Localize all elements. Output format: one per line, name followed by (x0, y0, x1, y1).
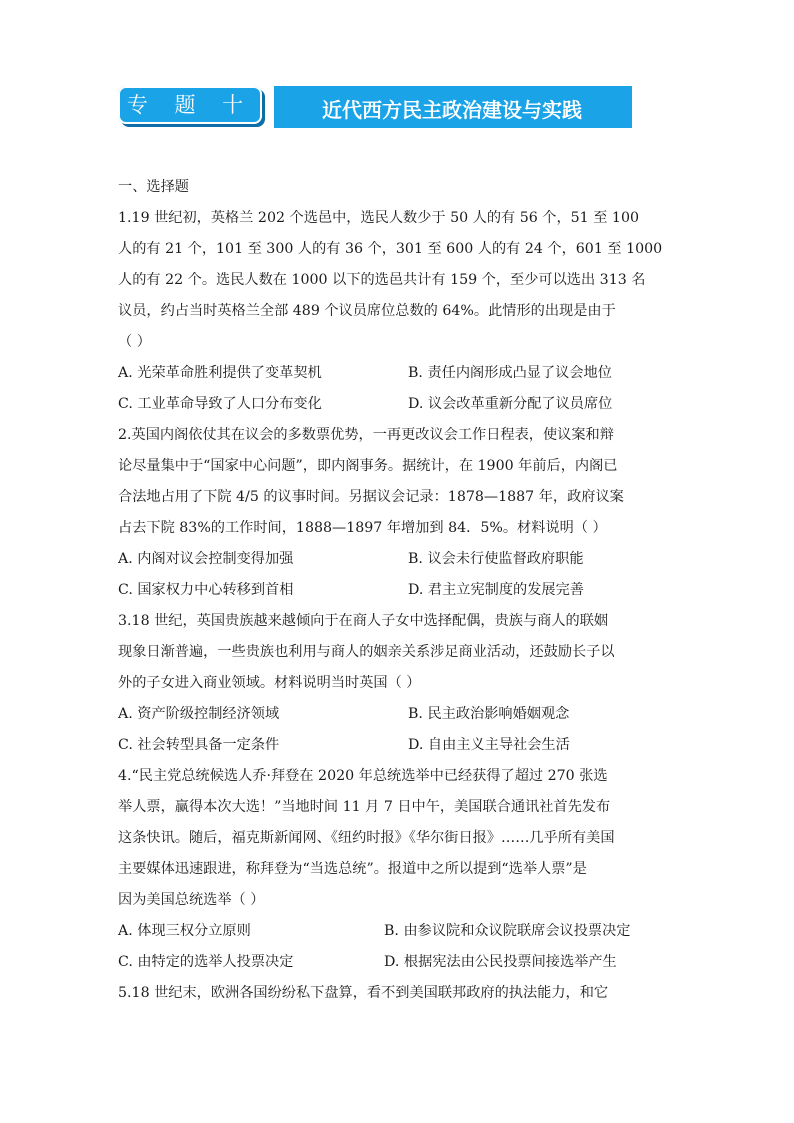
option-a: A. 资产阶级控制经济领域 (118, 706, 280, 722)
options-row (118, 947, 678, 978)
option-b: B. 责任内阁形成凸显了议会地位 (408, 365, 612, 381)
question-line: 举人票，赢得本次大选！”当地时间 11 月 7 日中午，美国联合通讯社首先发布 (118, 799, 611, 815)
question-line: 人的有 21 个，101 至 300 人的有 36 个，301 至 600 人的有 24 个，601 至 1000 (118, 241, 663, 257)
option-d: D. 议会改革重新分配了议员席位 (408, 396, 613, 412)
question-line: 2.英国内阁依仗其在议会的多数票优势，一再更改议会工作日程表，使议案和辩 (118, 427, 614, 443)
question-line: 外的子女进入商业领域。材料说明当时英国（ ） (118, 675, 421, 691)
section-title: 一、选择题 (118, 179, 189, 195)
question-2 (118, 420, 678, 606)
option-b: B. 民主政治影响婚姻观念 (408, 706, 570, 722)
question-5 (118, 978, 678, 1009)
question-list (118, 172, 678, 1009)
option-d: D. 君主立宪制度的发展完善 (408, 582, 584, 598)
question-line: 人的有 22 个。选民人数在 1000 以下的选邑共计有 159 个，至少可以选出 313 名 (118, 272, 646, 288)
question-line: 论尽量集中于“国家中心问题”，即内阁事务。据统计，在 1900 年前后，内阁已 (118, 458, 618, 474)
question-line: 3.18 世纪，英国贵族越来越倾向于在商人子女中选择配偶，贵族与商人的联姻 (118, 613, 609, 629)
question-4 (118, 761, 678, 978)
question-line: 4.“民主党总统候选人乔·拜登在 2020 年总统选举中已经获得了超过 270 张选 (118, 768, 608, 784)
question-line: 因为美国总统选举（ ） (118, 892, 265, 908)
option-c: C. 国家权力中心转移到首相 (118, 582, 294, 598)
question-line: 占去下院 83%的工作时间，1888—1897 年增加到 84．5%。材料说明（ ） (118, 520, 607, 536)
question-line: 5.18 世纪末，欧洲各国纷纷私下盘算，看不到美国联邦政府的执法能力，和它 (118, 985, 609, 1001)
answer-blank: （ ） (118, 334, 151, 350)
topic-header (118, 86, 632, 130)
question-1 (118, 203, 678, 420)
question-line: 这条快讯。随后，福克斯新闻网、《纽约时报》《华尔街日报》……几乎所有美国 (118, 830, 615, 846)
options-row (118, 358, 678, 389)
question-line: 主要媒体迅速跟进，称拜登为“当选总统”。报道中之所以提到“选举人票”是 (118, 861, 587, 877)
question-line: 议员，约占当时英格兰全部 489 个议员席位总数的 64%。此情形的出现是由于 (118, 303, 616, 319)
question-3 (118, 606, 678, 761)
question-line: 现象日渐普遍，一些贵族也利用与商人的姻亲关系涉足商业活动，还鼓励长子以 (118, 644, 615, 660)
option-c: C. 工业革命导致了人口分布变化 (118, 396, 322, 412)
question-line: 合法地占用了下院 4/5 的议事时间。另据议会记录：1878—1887 年，政府议案 (118, 489, 624, 505)
option-d: D. 自由主义主导社会生活 (408, 737, 570, 753)
question-line: 1.19 世纪初，英格兰 202 个选邑中，选民人数少于 50 人的有 56 个，51 至 100 (118, 210, 639, 226)
topic-title: 近代西方民主政治建设与实践 (322, 98, 582, 122)
options-row (118, 544, 678, 575)
options-row (118, 730, 678, 761)
option-a: A. 光荣革命胜利提供了变革契机 (118, 365, 322, 381)
options-row (118, 389, 678, 420)
options-row (118, 916, 678, 947)
option-d: D. 根据宪法由公民投票间接选举产生 (384, 954, 617, 970)
option-c: C. 由特定的选举人投票决定 (118, 954, 294, 970)
options-row (118, 699, 678, 730)
topic-number-badge: 专 题 十 (118, 86, 262, 124)
option-a: A. 内阁对议会控制变得加强 (118, 551, 294, 567)
option-c: C. 社会转型具备一定条件 (118, 737, 280, 753)
topic-title-bar (274, 86, 632, 128)
option-a: A. 体现三权分立原则 (118, 923, 251, 939)
option-b: B. 由参议院和众议院联席会议投票决定 (384, 923, 631, 939)
option-b: B. 议会未行使监督政府职能 (408, 551, 584, 567)
options-row (118, 575, 678, 606)
